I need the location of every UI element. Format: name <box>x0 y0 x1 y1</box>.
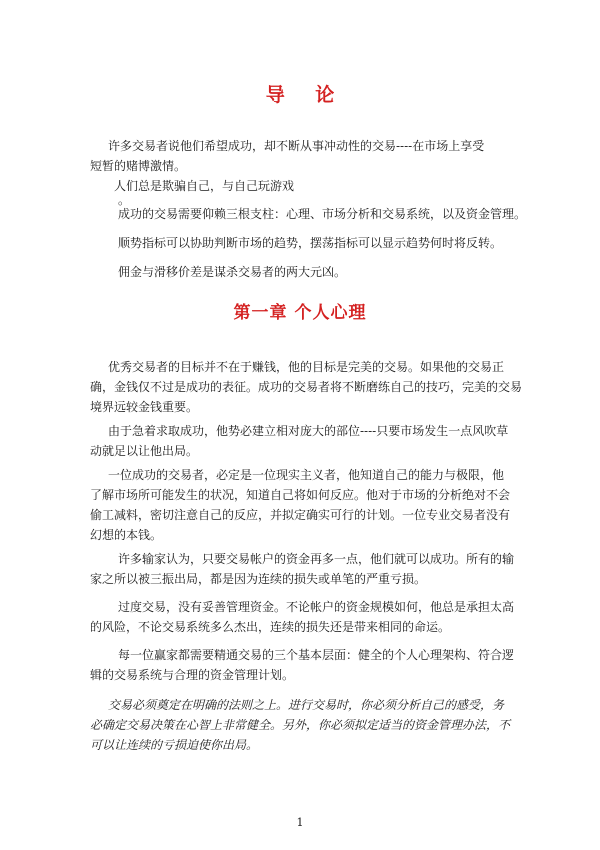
chapter-paragraph-7-line-2: 必确定交易决策在心智上非常健全。另外，你必须拟定适当的资金管理办法，不 <box>90 718 511 732</box>
intro-title: 导 论 <box>265 84 347 106</box>
chapter-paragraph-4-line-1: 许多输家认为，只要交易帐户的资金再多一点，他们就可以成功。所有的输 <box>118 552 515 566</box>
chapter-paragraph-3-line-1: 一位成功的交易者，必定是一位现实主义者，他知道自己的能力与极限，他 <box>108 468 505 482</box>
page-number: 1 <box>296 816 304 829</box>
chapter-paragraph-1-line-3: 境界远较金钱重要。 <box>90 400 199 414</box>
chapter-paragraph-4-line-2: 家之所以被三振出局，都是因为连续的损失或单笔的严重亏损。 <box>90 572 427 586</box>
intro-paragraph-1-line-2: 短暂的赌博激情。 <box>90 159 187 173</box>
chapter-paragraph-5-line-1: 过度交易，没有妥善管理资金。不论帐户的资金规模如何，他总是承担太高 <box>118 600 515 614</box>
chapter-paragraph-5-line-2: 的风险，不论交易系统多么杰出，连续的损失还是带来相同的命运。 <box>90 620 451 634</box>
chapter-paragraph-2-line-1: 由于急着求取成功，他势必建立相对庞大的部位----只要市场发生一点风吹草 <box>108 424 509 438</box>
chapter-paragraph-1-line-1: 优秀交易者的目标并不在于赚钱，他的目标是完美的交易。如果他的交易正 <box>108 360 505 374</box>
chapter-paragraph-7-line-1: 交易必须奠定在明确的法则之上。进行交易时，你必须分析自己的感受，务 <box>108 698 505 712</box>
chapter-paragraph-3-line-3: 偷工减料，密切注意自己的反应，并拟定确实可行的计划。一位专业交易者没有 <box>90 508 511 522</box>
chapter-paragraph-6-line-1: 每一位赢家都需要精通交易的三个基本层面：健全的个人心理架构、符合逻 <box>118 648 515 662</box>
intro-paragraph-2-line-1: 人们总是欺骗自己，与自己玩游戏 <box>114 179 295 193</box>
intro-paragraph-1-line-1: 许多交易者说他们希望成功，却不断从事冲动性的交易----在市场上享受 <box>108 139 485 153</box>
chapter-paragraph-1-line-2: 确，金钱仅不过是成功的表征。成功的交易者将不断磨练自己的技巧，完美的交易 <box>90 380 523 394</box>
chapter-paragraph-3-line-2: 了解市场所可能发生的状况，知道自己将如何反应。他对于市场的分析绝对不会 <box>90 488 511 502</box>
chapter-paragraph-2-line-2: 动就足以让他出局。 <box>90 444 199 458</box>
intro-paragraph-4: 顺势指标可以协助判断市场的趋势，摆荡指标可以显示趋势何时将反转。 <box>118 236 503 250</box>
intro-paragraph-2-line-2: 。 <box>118 193 131 207</box>
chapter-paragraph-6-line-2: 辑的交易系统与合理的资金管理计划。 <box>90 668 295 682</box>
chapter-paragraph-7-line-3: 可以让连续的亏损迫使你出局。 <box>90 738 259 752</box>
chapter-title: 第一章 个人心理 <box>233 303 367 323</box>
intro-paragraph-5: 佣金与滑移价差是谋杀交易者的两大元凶。 <box>118 265 347 279</box>
intro-paragraph-3: 成功的交易需要仰赖三根支柱：心理、市场分析和交易系统，以及资金管理。 <box>118 207 527 221</box>
chapter-paragraph-3-line-4: 幻想的本钱。 <box>90 528 163 542</box>
